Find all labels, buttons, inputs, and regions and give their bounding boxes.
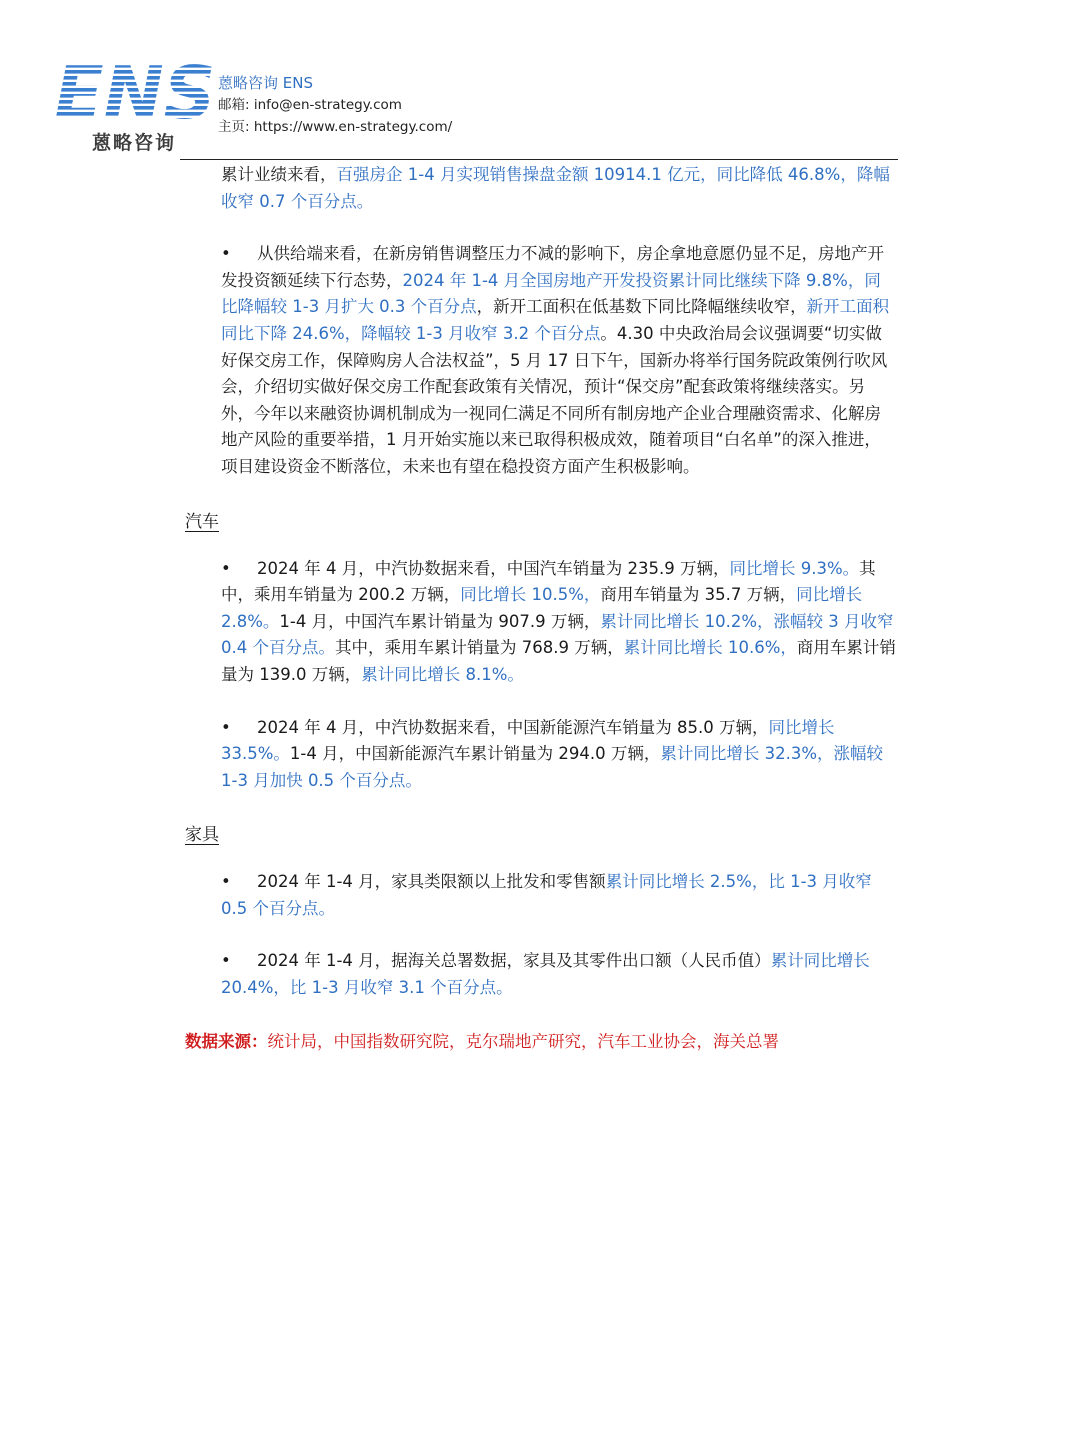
section-heading-furniture: 家具	[185, 825, 219, 846]
highlighted-text: 累计同比增长 10.2%，涨幅较 3 月收窄 0.4 个百分点。	[221, 611, 894, 658]
data-source-line	[185, 1028, 897, 1052]
text-run: 从供给端来看，在新房销售调整压力不减的影响下，房企拿地意愿仍显不足，房地产开发投资额延续下行态势，	[221, 244, 884, 290]
source-text: 统计局，中国指数研究院，克尔瑞地产研究，汽车工业协会，海关总署	[267, 1031, 779, 1051]
section-heading-auto: 汽车	[185, 511, 219, 532]
text-run: 2024 年 1-4 月，家具类限额以上批发和零售额	[257, 872, 606, 892]
text-run: 累计业绩来看，	[221, 165, 337, 184]
logo-text: 蒽略咨询	[91, 132, 176, 154]
logo-letters: ENS	[54, 51, 216, 135]
homepage-line: 主页: https://www.en-strategy.com/	[218, 119, 453, 135]
highlighted-text: 同比增长 2.8%。	[221, 585, 863, 631]
highlighted-text: 2024 年 1-4 月全国房地产开发投资累计同比继续下降 9.8%，同比降幅较 1-3 月扩大 0.3 个百分点	[221, 270, 881, 317]
text-run: 1-4 月，中国汽车累计销量为 907.9 万辆，	[279, 611, 601, 631]
page-header	[54, 51, 898, 160]
bullet-marker: •	[221, 244, 231, 264]
ens-logo	[54, 51, 216, 156]
source-label: 数据来源：	[185, 1031, 268, 1051]
bullet-marker: •	[221, 717, 231, 737]
highlighted-text: 累计同比增长 32.3%，涨幅较 1-3 月加快 0.5 个百分点。	[221, 744, 884, 790]
bullet-marker: •	[221, 558, 231, 578]
text-run: 商用车销量为 35.7 万辆，	[600, 585, 797, 605]
text-run: 2024 年 1-4 月，据海关总署数据，家具及其零件出口额（人民币值）	[257, 951, 771, 971]
paragraph-furniture-export	[185, 948, 897, 1001]
text-run: 其中，乘用车销量为 200.2 万辆，	[221, 558, 876, 605]
highlighted-text: 同比增长 33.5%。	[221, 717, 835, 764]
highlighted-text: 同比增长 10.5%，	[460, 585, 601, 605]
highlighted-text: 百强房企 1-4 月实现销售操盘金额 10914.1 亿元，同比降低 46.8%，降幅收窄 0.7 个百分点。	[221, 165, 890, 211]
header-divider	[180, 159, 898, 160]
text-run: 商用车累计销量为 139.0 万辆，	[221, 638, 896, 684]
text-run: 2024 年 4 月，中汽协数据来看，中国汽车销量为 235.9 万辆，	[257, 558, 730, 578]
paragraph-nev-sales	[185, 715, 897, 795]
paragraph-supply-side	[185, 241, 897, 480]
email-line: 邮箱: info@en-strategy.com	[218, 97, 402, 113]
highlighted-text: 新开工面积同比下降 24.6%，降幅较 1-3 月收窄 3.2 个百分点	[221, 297, 890, 343]
document-body	[185, 162, 897, 1052]
highlighted-text: 累计同比增长 10.6%，	[623, 638, 797, 658]
text-run: 其中，乘用车累计销量为 768.9 万辆，	[335, 638, 624, 658]
paragraph-furniture-retail	[185, 869, 897, 922]
highlighted-text: 累计同比增长 8.1%。	[361, 664, 524, 684]
company-name: 蒽略咨询 ENS	[218, 74, 313, 92]
text-run: 。4.30 中央政治局会议强调要“切实做好保交房工作，保障购房人合法权益”，5 月 17 日下午，国新办将举行国务院政策例行吹风会，介绍切实做好保交房工作配套政策有关情况，预计“保交房”配套政策将继续落实。另外，今年以来融资协调机制成为一视同仁满足不同所有制房地产企业合理融资需求、化解房地产风险的重要举措，1 月开始实施以来已取得积极成效，随着项目“白名单”的深入推进，项目建设资金不断落位，未来也有望在稳投资方面产生积极影响。	[221, 323, 888, 476]
paragraph-auto-sales	[185, 556, 897, 689]
paragraph-top-sales	[185, 162, 897, 215]
highlighted-text: 同比增长 9.3%。	[729, 558, 860, 578]
text-run: ，新开工面积在低基数下同比降幅继续收窄，	[476, 297, 807, 317]
text-run: 2024 年 4 月，中汽协数据来看，中国新能源汽车销量为 85.0 万辆，	[257, 717, 769, 737]
header-info	[218, 72, 452, 138]
text-run: 1-4 月，中国新能源汽车累计销量为 294.0 万辆，	[289, 744, 661, 764]
highlighted-text: 累计同比增长 2.5%，比 1-3 月收窄 0.5 个百分点。	[221, 872, 872, 918]
bullet-marker: •	[221, 951, 231, 971]
highlighted-text: 累计同比增长 20.4%，比 1-3 月收窄 3.1 个百分点。	[221, 951, 870, 998]
bullet-marker: •	[221, 872, 231, 892]
